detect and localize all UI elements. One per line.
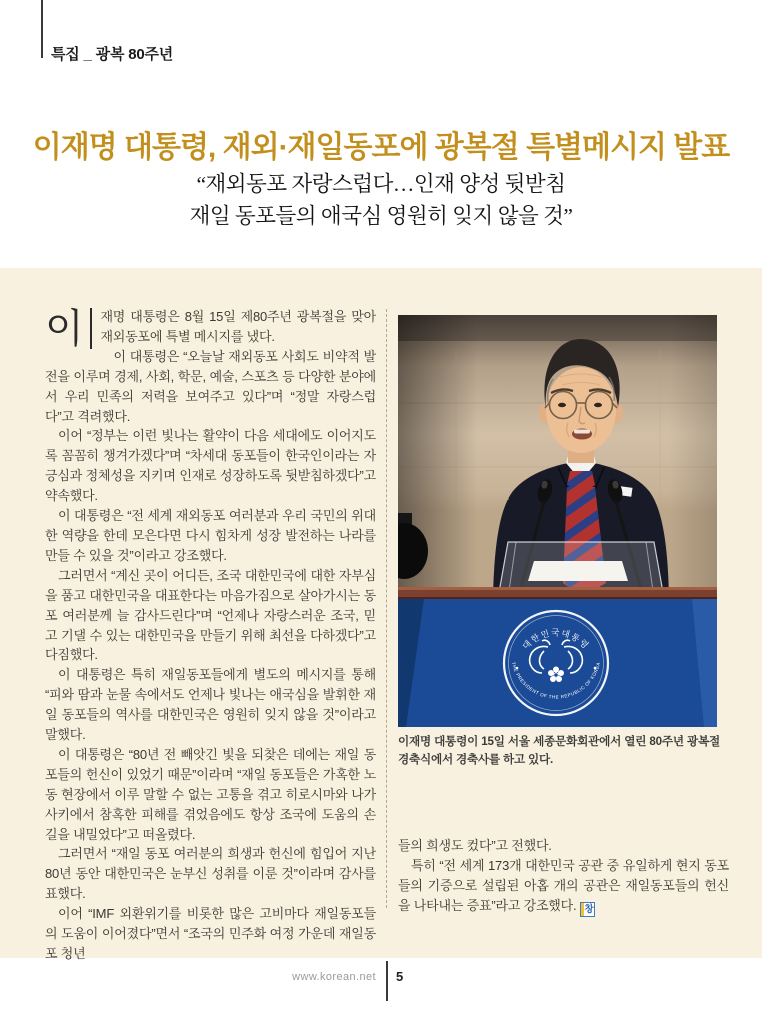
article-paragraph: 들의 희생도 컸다”고 전했다. xyxy=(398,838,552,853)
drop-cap: 이 xyxy=(45,308,92,349)
lead-paragraph xyxy=(45,307,376,351)
footer-page-number: 5 xyxy=(396,969,404,984)
president-photo xyxy=(398,315,717,727)
article-title: 이재명 대통령, 재외·재일동포에 광복절 특별메시지 발표 xyxy=(32,131,730,164)
article-paragraph: 이 대통령은 “80년 전 빼앗긴 빛을 되찾은 데에는 재일 동포들의 헌신이 있었기 때문”이라며 “재일 동포들은 가혹한 노동 현장에서 이루 말할 수 없는 고통을 겪고 히로시마와 나가사키에서 참혹한 피해를 겪었음에도 항상 조국에 도움의 손길을 내밀었다”고 떠올렸다. xyxy=(45,746,376,842)
lead-text: 재명 대통령은 8월 15일 제80주년 광복절을 맞아 재외동포에 특별 메시지를 냈다. xyxy=(100,309,376,344)
article-paragraph: 이 대통령은 “전 세계 재외동포 여러분과 우리 국민의 위대한 역량을 한데 모은다면 다시 힘차게 성장 발전하는 나라를 만들 수 있을 것”이라고 강조했다. xyxy=(45,508,376,563)
article-paragraph: 그러면서 “계신 곳이 어디든, 조국 대한민국에 대한 자부심을 품고 대한민국을 대표한다는 마음가짐으로 살아가시는 동포 여러분께 늘 감사드린다”며 “언제나 자랑스러운 조국, 믿고 기댈 수 있는 대한민국을 만들기 위해 최선을 다하겠다”고 다짐했다. xyxy=(45,567,376,663)
article-subtitle-line2: 재일 동포들의 애국심 영원히 잊지 않을 것” xyxy=(189,204,573,228)
article-paragraph: 이 대통령은 “오늘날 재외동포 사회도 비약적 발전을 이루며 경제, 사회, 학문, 예술, 스포츠 등 다양한 분야에서 우리 민족의 저력을 보여주고 있다”며 “정말 자랑스럽다”고 격려했다. xyxy=(45,348,376,424)
section-kicker: 특집 _ 광복 80주년 xyxy=(51,46,174,63)
president-photo-illustration xyxy=(398,315,717,727)
article-paragraph: 이어 “IMF 외환위기를 비롯한 많은 고비마다 재일동포들의 도움이 이어졌다”면서 “조국의 민주화 여정 가운데 재일동포 청년 xyxy=(45,906,376,961)
article-paragraph: 그러면서 “재일 동포 여러분의 희생과 헌신에 힘입어 지난 80년 동안 대한민국은 눈부신 성취를 이룬 것”이라며 감사를 표했다. xyxy=(45,846,376,902)
article-subtitle xyxy=(0,168,762,232)
article-paragraph: 이어 “정부는 이런 빛나는 활약이 다음 세대에도 이어지도록 꼼꼼히 챙겨가겠다”며 “차세대 동포들이 한국인이라는 자긍심과 정체성을 지키며 인재로 성장하도록 뒷받침하겠다”고 약속했다. xyxy=(45,428,376,504)
stage-rail xyxy=(398,587,717,599)
seal-korean-text: 대한민국대통령 xyxy=(520,627,592,652)
paragraph-text: 특히 “전 세계 173개 대한민국 공관 중 유일하게 현지 동포들의 기증으로 설립된 아홉 개의 공관은 재일동포들의 헌신을 나타내는 증표”라고 강조했다. xyxy=(398,857,729,913)
footer-divider xyxy=(386,961,388,1001)
magazine-end-mark-icon: 창 xyxy=(580,902,595,917)
column-divider xyxy=(386,309,387,908)
article-body-right-column xyxy=(398,836,729,917)
podium-front xyxy=(398,599,717,727)
kicker-rule xyxy=(41,0,43,58)
seal-english-text: THE PRESIDENT OF THE REPUBLIC OF KOREA xyxy=(510,661,602,700)
article-paragraph xyxy=(398,856,729,917)
speech-paper xyxy=(528,561,628,581)
article-body-left-column xyxy=(45,307,376,964)
article-paragraph: 이 대통령은 특히 재일동포들에게 별도의 메시지를 통해 “피와 땀과 눈물 속에서도 언제나 빛나는 애국심을 발휘한 재일 동포들의 역사를 대한민국은 영원히 잊지 않을 것”이라고 말했다. xyxy=(45,667,376,743)
article-subtitle-line1: “재외동포 자랑스럽다…인재 양성 뒷받침 xyxy=(196,172,566,196)
footer-site-url: www.korean.net xyxy=(292,971,376,983)
photo-caption: 이재명 대통령이 15일 서울 세종문화회관에서 열린 80주년 광복절 경축식에서 경축사를 하고 있다. xyxy=(398,735,720,766)
